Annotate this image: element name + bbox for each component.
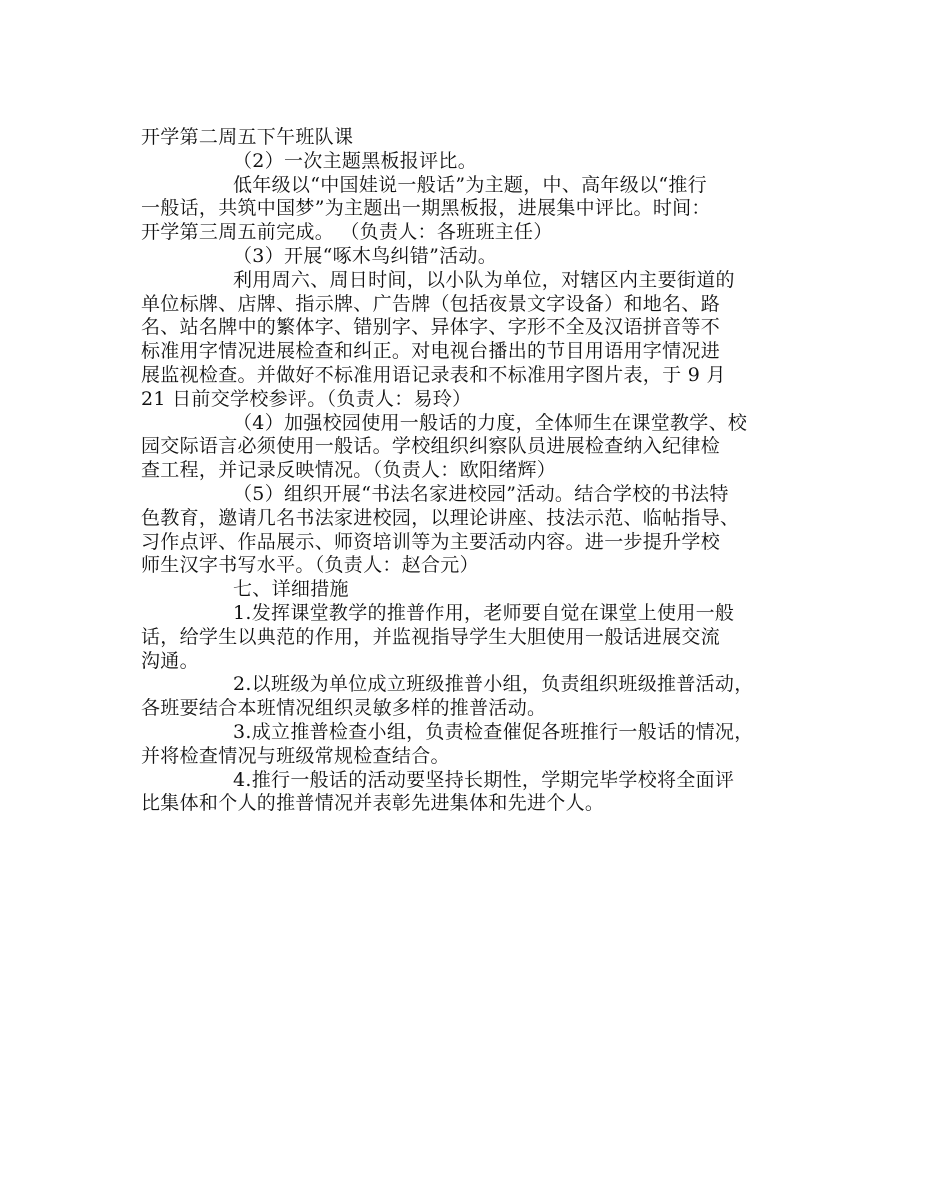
text-line: （2）一次主题黑板报评比。 [233,149,477,172]
text-line: 低年级以“中国娃说一般话”为主题，中、高年级以“推行 [233,173,707,196]
text-line: 利用周六、周日时间，以小队为单位，对辖区内主要街道的 [233,268,735,291]
text-line: 名、站名牌中的繁体字、错别字、异体字、字形不全及汉语拼音等不 [141,316,721,339]
text-line: 并将检查情况与班级常规检查结合。 [141,744,450,767]
text-line: 各班要结合本班情况组织灵敏多样的推普活动。 [141,697,547,720]
text-line: 园交际语言必须使用一般话。学校组织纠察队员进展检查纳入纪律检 [141,435,721,458]
text-line: 21 日前交学校参评。（负责人：易玲） [141,387,472,410]
text-line: （3）开展“啄木鸟纠错”活动。 [233,244,498,267]
text-line: 查工程，并记录反映情况。（负责人：欧阳绪辉） [141,459,557,482]
text-line: 2.以班级为单位成立班级推普小组，负责组织班级推普活动， [233,673,754,696]
text-line: 3.成立推普检查小组，负责检查催促各班推行一般话的情况， [233,720,754,743]
text-line: 习作点评、作品展示、师资培训等为主要活动内容。进一步提升学校 [141,530,721,553]
text-line: 开学第三周五前完成。 （负责人：各班班主任） [141,221,553,244]
text-line: （4）加强校园使用一般话的力度，全体师生在课堂教学、校 [233,411,748,434]
text-line: 开学第二周五下午班队课 [141,126,354,148]
document-body [141,126,831,816]
text-line: 1.发挥课堂教学的推普作用，老师要自觉在课堂上使用一般 [233,601,735,624]
text-line: （5）组织开展“书法名家进校园”活动。结合学校的书法特 [233,482,729,505]
section-heading: 七、详细措施 [233,578,349,601]
text-line: 单位标牌、店牌、指示牌、广告牌（包括夜景文字设备）和地名、路 [141,292,721,315]
text-line: 4.推行一般话的活动要坚持长期性，学期完毕学校将全面评 [233,768,735,791]
text-line: 色教育，邀请几名书法家进校园，以理论讲座、技法示范、临帖指导、 [141,506,740,529]
text-line: 比集体和个人的推普情况并表彰先进集体和先进个人。 [141,792,605,815]
text-line: 话，给学生以典范的作用，并监视指导学生大胆使用一般话进展交流 [141,625,721,648]
text-line: 师生汉字书写水平。（负责人：赵合元） [141,554,479,577]
text-line: 展监视检查。并做好不标准用语记录表和不标准用字图片表，于 9 月 [141,363,726,386]
text-line: 一般话，共筑中国梦”为主题出一期黑板报，进展集中评比。时间： [141,197,711,220]
text-line: 标准用字情况进展检查和纠正。对电视台播出的节目用语用字情况进 [141,340,721,363]
text-line: 沟通。 [141,649,199,672]
